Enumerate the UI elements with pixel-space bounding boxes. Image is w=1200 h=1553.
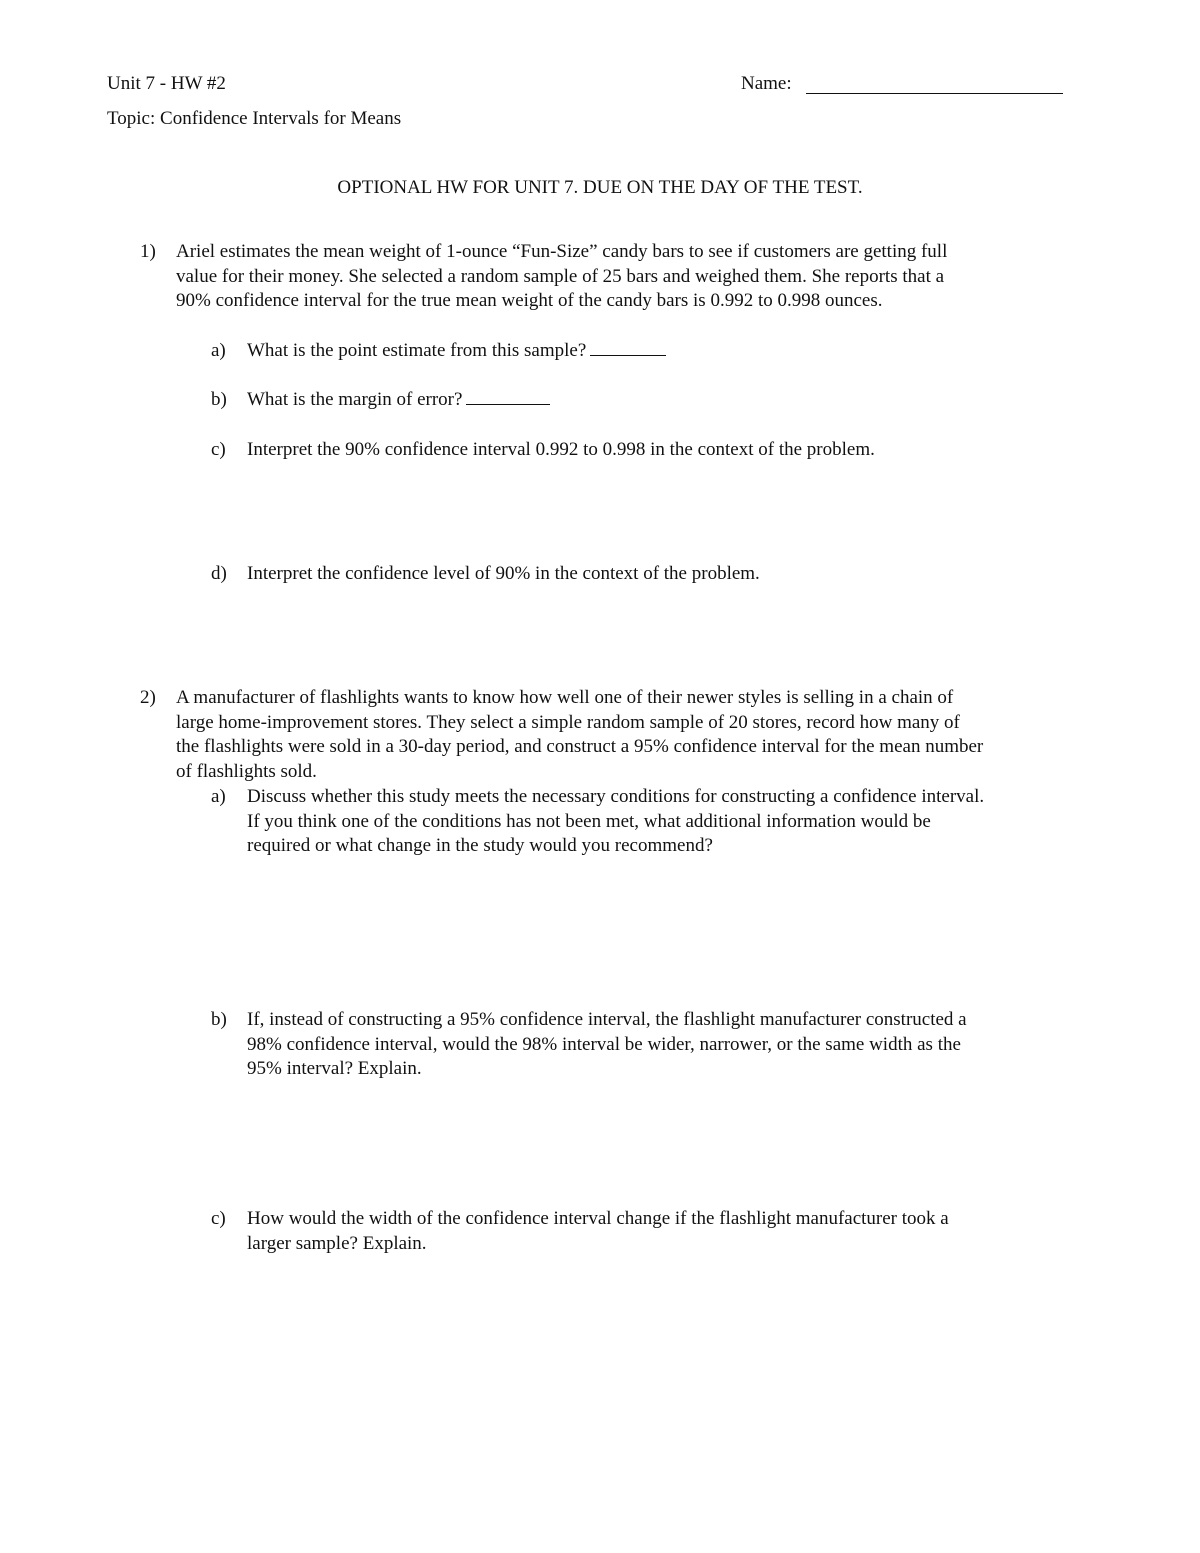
- optional-notice: OPTIONAL HW FOR UNIT 7. DUE ON THE DAY OF THE TEST.: [337, 177, 863, 198]
- topic: Topic: Confidence Intervals for Means: [107, 108, 402, 129]
- question-line: Ariel estimates the mean weight of 1-ounce “Fun-Size” candy bars to see if customers are getting full: [176, 241, 948, 262]
- part-line: 98% confidence interval, would the 98% interval be wider, narrower, or the same width as the: [247, 1033, 961, 1055]
- part-line: Discuss whether this study meets the necessary conditions for constructing a confidence interval.: [247, 786, 985, 807]
- part-line: If you think one of the conditions has not been met, what additional information would be: [247, 810, 931, 832]
- part-a-text: [247, 339, 666, 364]
- part-letter: c): [211, 1208, 226, 1229]
- question-number: 2): [140, 687, 156, 708]
- part-line: How would the width of the confidence interval change if the flashlight manufacturer took a: [247, 1208, 949, 1229]
- part-c-text: [247, 1207, 949, 1256]
- part-a-text: [247, 785, 984, 859]
- part-letter: c): [211, 439, 226, 460]
- question-line: large home-improvement stores. They select a simple random sample of 20 stores, record how many of: [176, 711, 960, 733]
- part-letter: b): [211, 389, 227, 410]
- part-text: What is the margin of error?: [247, 389, 463, 410]
- question-text: [176, 686, 983, 784]
- question-line: of flashlights sold.: [176, 760, 317, 782]
- part-letter: a): [211, 786, 226, 807]
- part-d-text: Interpret the confidence level of 90% in the context of the problem.: [247, 563, 760, 584]
- question-line: the flashlights were sold in a 30-day period, and construct a 95% confidence interval for the mean number: [176, 736, 984, 757]
- name-blank-line[interactable]: [806, 93, 1063, 94]
- answer-blank[interactable]: [466, 388, 550, 405]
- question-line: A manufacturer of flashlights wants to know how well one of their newer styles is selling in a chain of: [176, 687, 954, 708]
- question-line: 90% confidence interval for the true mean weight of the candy bars is 0.992 to 0.998 ounces.: [176, 290, 883, 311]
- part-text: What is the point estimate from this sample?: [247, 340, 587, 361]
- part-letter: b): [211, 1009, 227, 1030]
- unit-label: Unit 7 - HW #2: [107, 73, 226, 94]
- part-b-text: [247, 388, 550, 413]
- name-label: Name:: [741, 73, 792, 94]
- question-line: value for their money. She selected a random sample of 25 bars and weighed them. She reports that a: [176, 265, 945, 287]
- part-line: If, instead of constructing a 95% confidence interval, the flashlight manufacturer constructed a: [247, 1009, 967, 1030]
- answer-blank[interactable]: [590, 339, 666, 356]
- part-c-text: Interpret the 90% confidence interval 0.992 to 0.998 in the context of the problem.: [247, 439, 875, 460]
- part-line: 95% interval? Explain.: [247, 1058, 422, 1079]
- question-text: [176, 240, 947, 314]
- part-letter: d): [211, 563, 227, 584]
- part-b-text: [247, 1008, 967, 1082]
- question-number: 1): [140, 241, 156, 262]
- part-line: required or what change in the study would you recommend?: [247, 835, 713, 856]
- part-letter: a): [211, 340, 226, 361]
- part-line: larger sample? Explain.: [247, 1232, 427, 1254]
